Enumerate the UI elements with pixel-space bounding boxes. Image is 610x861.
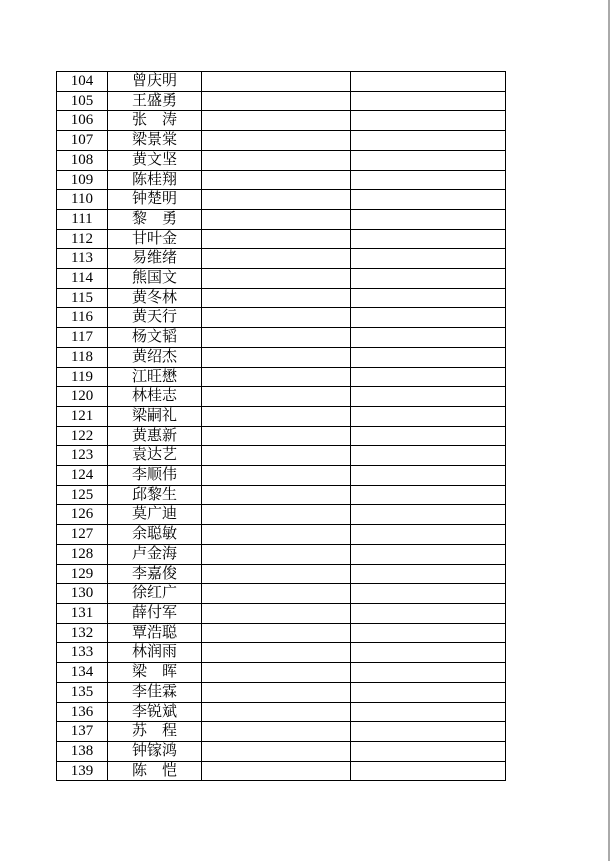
- row-number-cell: 130: [57, 584, 108, 604]
- table-row: [57, 150, 506, 170]
- row-number-cell: 126: [57, 505, 108, 525]
- table-row: [57, 446, 506, 466]
- row-number-cell: 133: [57, 643, 108, 663]
- name-cell: 易维绪: [108, 249, 202, 269]
- table-row: [57, 209, 506, 229]
- table-row: [57, 229, 506, 249]
- empty-cell: [202, 544, 351, 564]
- row-number-cell: 105: [57, 91, 108, 111]
- table-row: [57, 643, 506, 663]
- empty-cell: [351, 249, 506, 269]
- name-cell: 梁景棠: [108, 131, 202, 151]
- table-row: [57, 131, 506, 151]
- empty-cell: [351, 663, 506, 683]
- empty-cell: [351, 72, 506, 92]
- empty-cell: [351, 367, 506, 387]
- name-cell: 覃浩聪: [108, 623, 202, 643]
- name-cell: 黄文坚: [108, 150, 202, 170]
- name-cell: 李锐斌: [108, 702, 202, 722]
- empty-cell: [351, 406, 506, 426]
- name-cell: 卢金海: [108, 544, 202, 564]
- empty-cell: [202, 426, 351, 446]
- empty-cell: [351, 741, 506, 761]
- empty-cell: [351, 702, 506, 722]
- name-cell: 林桂志: [108, 387, 202, 407]
- name-cell: 徐红广: [108, 584, 202, 604]
- name-cell: 曾庆明: [108, 72, 202, 92]
- row-number-cell: 124: [57, 466, 108, 486]
- empty-cell: [202, 525, 351, 545]
- row-number-cell: 119: [57, 367, 108, 387]
- empty-cell: [202, 761, 351, 781]
- table-row: [57, 663, 506, 683]
- name-cell: 钟楚明: [108, 190, 202, 210]
- empty-cell: [202, 446, 351, 466]
- empty-cell: [351, 288, 506, 308]
- row-number-cell: 116: [57, 308, 108, 328]
- empty-cell: [351, 131, 506, 151]
- empty-cell: [351, 347, 506, 367]
- row-number-cell: 106: [57, 111, 108, 131]
- empty-cell: [351, 466, 506, 486]
- row-number-cell: 118: [57, 347, 108, 367]
- empty-cell: [202, 367, 351, 387]
- empty-cell: [202, 406, 351, 426]
- empty-cell: [351, 643, 506, 663]
- name-cell: 邱黎生: [108, 485, 202, 505]
- table-row: [57, 702, 506, 722]
- table-row: [57, 308, 506, 328]
- name-cell: 黄绍杰: [108, 347, 202, 367]
- empty-cell: [202, 328, 351, 348]
- table-row: [57, 170, 506, 190]
- table-row: [57, 741, 506, 761]
- name-cell: 梁 晖: [108, 663, 202, 683]
- name-cell: 陈桂翔: [108, 170, 202, 190]
- row-number-cell: 127: [57, 525, 108, 545]
- name-cell: 林润雨: [108, 643, 202, 663]
- name-cell: 熊国文: [108, 269, 202, 289]
- table-row: [57, 564, 506, 584]
- empty-cell: [202, 170, 351, 190]
- empty-cell: [202, 702, 351, 722]
- row-number-cell: 113: [57, 249, 108, 269]
- name-cell: 莫广迪: [108, 505, 202, 525]
- table-row: [57, 505, 506, 525]
- empty-cell: [351, 505, 506, 525]
- table-row: [57, 466, 506, 486]
- empty-cell: [351, 150, 506, 170]
- empty-cell: [202, 722, 351, 742]
- row-number-cell: 134: [57, 663, 108, 683]
- empty-cell: [202, 288, 351, 308]
- empty-cell: [202, 347, 351, 367]
- empty-cell: [202, 131, 351, 151]
- table-row: [57, 761, 506, 781]
- row-number-cell: 112: [57, 229, 108, 249]
- row-number-cell: 117: [57, 328, 108, 348]
- name-cell: 李佳霖: [108, 682, 202, 702]
- empty-cell: [202, 505, 351, 525]
- table-row: [57, 387, 506, 407]
- table-row: [57, 72, 506, 92]
- empty-cell: [202, 269, 351, 289]
- empty-cell: [351, 229, 506, 249]
- table-row: [57, 111, 506, 131]
- row-number-cell: 139: [57, 761, 108, 781]
- empty-cell: [202, 249, 351, 269]
- name-cell: 王盛勇: [108, 91, 202, 111]
- table-row: [57, 485, 506, 505]
- table-row: [57, 623, 506, 643]
- row-number-cell: 114: [57, 269, 108, 289]
- table-row: [57, 367, 506, 387]
- name-cell: 薛付军: [108, 603, 202, 623]
- table-row: [57, 288, 506, 308]
- empty-cell: [202, 466, 351, 486]
- empty-cell: [202, 111, 351, 131]
- name-cell: 江旺懋: [108, 367, 202, 387]
- empty-cell: [202, 150, 351, 170]
- empty-cell: [202, 72, 351, 92]
- name-cell: 杨文韬: [108, 328, 202, 348]
- row-number-cell: 125: [57, 485, 108, 505]
- row-number-cell: 129: [57, 564, 108, 584]
- empty-cell: [351, 584, 506, 604]
- row-number-cell: 122: [57, 426, 108, 446]
- empty-cell: [202, 485, 351, 505]
- empty-cell: [351, 170, 506, 190]
- empty-cell: [202, 682, 351, 702]
- table-row: [57, 347, 506, 367]
- empty-cell: [351, 564, 506, 584]
- empty-cell: [351, 761, 506, 781]
- name-cell: 张 涛: [108, 111, 202, 131]
- name-cell: 钟镓鸿: [108, 741, 202, 761]
- row-number-cell: 115: [57, 288, 108, 308]
- row-number-cell: 108: [57, 150, 108, 170]
- empty-cell: [351, 269, 506, 289]
- name-cell: 黄天行: [108, 308, 202, 328]
- empty-cell: [351, 190, 506, 210]
- row-number-cell: 128: [57, 544, 108, 564]
- empty-cell: [202, 741, 351, 761]
- table-row: [57, 682, 506, 702]
- empty-cell: [202, 603, 351, 623]
- empty-cell: [202, 584, 351, 604]
- name-cell: 陈 恺: [108, 761, 202, 781]
- row-number-cell: 110: [57, 190, 108, 210]
- row-number-cell: 104: [57, 72, 108, 92]
- table-row: [57, 91, 506, 111]
- row-number-cell: 111: [57, 209, 108, 229]
- table-row: [57, 406, 506, 426]
- row-number-cell: 120: [57, 387, 108, 407]
- empty-cell: [351, 603, 506, 623]
- name-cell: 李嘉俊: [108, 564, 202, 584]
- row-number-cell: 121: [57, 406, 108, 426]
- table-row: [57, 584, 506, 604]
- empty-cell: [351, 426, 506, 446]
- row-number-cell: 109: [57, 170, 108, 190]
- table-row: [57, 269, 506, 289]
- table-row: [57, 722, 506, 742]
- empty-cell: [202, 564, 351, 584]
- name-cell: 甘叶金: [108, 229, 202, 249]
- empty-cell: [351, 544, 506, 564]
- empty-cell: [202, 308, 351, 328]
- empty-cell: [351, 525, 506, 545]
- row-number-cell: 136: [57, 702, 108, 722]
- row-number-cell: 132: [57, 623, 108, 643]
- empty-cell: [202, 229, 351, 249]
- table-row: [57, 190, 506, 210]
- empty-cell: [351, 623, 506, 643]
- empty-cell: [202, 623, 351, 643]
- empty-cell: [202, 387, 351, 407]
- row-number-cell: 135: [57, 682, 108, 702]
- table-row: [57, 328, 506, 348]
- empty-cell: [351, 485, 506, 505]
- name-cell: 余聪敏: [108, 525, 202, 545]
- empty-cell: [351, 328, 506, 348]
- name-cell: 黄惠新: [108, 426, 202, 446]
- row-number-cell: 131: [57, 603, 108, 623]
- table-row: [57, 603, 506, 623]
- name-cell: 梁嗣礼: [108, 406, 202, 426]
- empty-cell: [202, 643, 351, 663]
- name-cell: 苏 程: [108, 722, 202, 742]
- empty-cell: [351, 387, 506, 407]
- empty-cell: [351, 446, 506, 466]
- roster-table: [56, 71, 506, 781]
- name-cell: 李顺伟: [108, 466, 202, 486]
- empty-cell: [351, 308, 506, 328]
- empty-cell: [351, 682, 506, 702]
- row-number-cell: 123: [57, 446, 108, 466]
- row-number-cell: 138: [57, 741, 108, 761]
- table-row: [57, 525, 506, 545]
- table-row: [57, 426, 506, 446]
- row-number-cell: 137: [57, 722, 108, 742]
- empty-cell: [351, 91, 506, 111]
- table-row: [57, 544, 506, 564]
- empty-cell: [351, 111, 506, 131]
- table-row: [57, 249, 506, 269]
- name-cell: 黎 勇: [108, 209, 202, 229]
- empty-cell: [202, 190, 351, 210]
- empty-cell: [351, 209, 506, 229]
- roster-body: [57, 72, 506, 781]
- empty-cell: [202, 663, 351, 683]
- name-cell: 袁达艺: [108, 446, 202, 466]
- name-cell: 黄冬林: [108, 288, 202, 308]
- empty-cell: [202, 209, 351, 229]
- empty-cell: [202, 91, 351, 111]
- row-number-cell: 107: [57, 131, 108, 151]
- empty-cell: [351, 722, 506, 742]
